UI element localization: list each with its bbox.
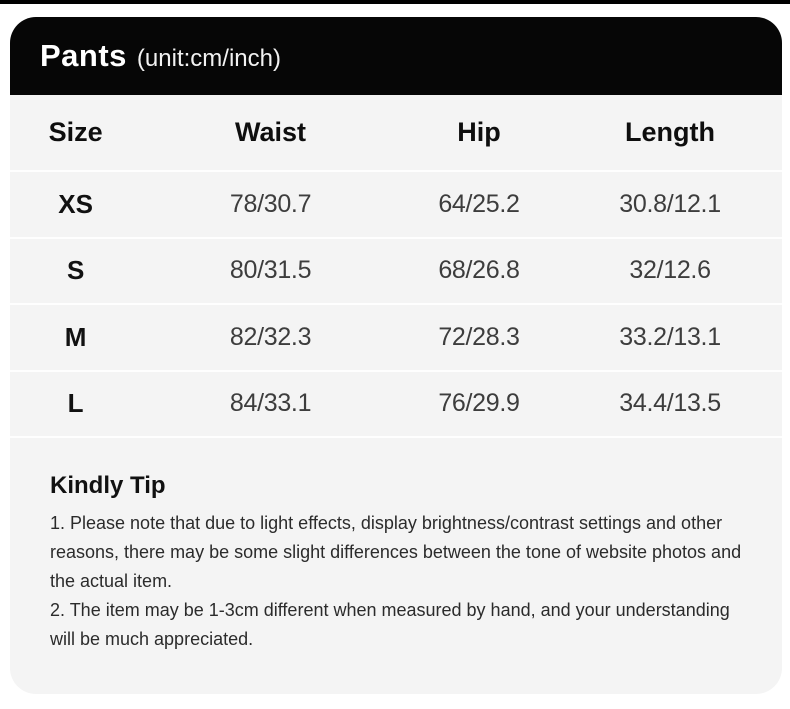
size-value: L [67,388,84,419]
table-row [10,237,782,304]
top-edge-strip [0,0,790,4]
hip-value: 68/26.8 [438,256,520,285]
hip-value: 76/29.9 [438,389,520,418]
size-value: S [66,255,85,286]
size-chart-card [10,17,782,694]
length-value: 30.8/12.1 [619,189,721,218]
kindly-tip-heading: Kindly Tip [50,472,166,499]
hip-value: 64/25.2 [438,189,520,218]
waist-value: 80/31.5 [229,256,312,285]
size-chart-header [10,17,782,95]
waist-value: 82/32.3 [229,322,312,351]
length-value: 32/12.6 [629,256,711,285]
product-category-title: Pants [40,38,127,73]
size-table [10,95,782,436]
length-value: 34.4/13.5 [619,389,721,418]
waist-value: 84/33.1 [229,389,312,418]
unit-label: (unit:cm/inch) [136,45,281,72]
length-value: 33.2/13.1 [619,322,721,351]
table-row [10,303,782,370]
size-value: XS [58,188,93,219]
column-header-length: Length [625,117,716,147]
size-value: M [64,321,87,352]
table-header-row [10,95,782,170]
column-header-waist: Waist [235,117,307,147]
tip-item-1: 1. Please note that due to light effects, display brightness/contrast settings and other reasons, there may be some slight differences between the tone of website photos and the actual item. [50,513,742,591]
kindly-tip-section [10,436,782,654]
table-row [10,170,782,237]
tip-item-2: 2. The item may be 1-3cm different when measured by hand, and your understanding will be much appreciated. [50,600,730,649]
table-row [10,370,782,437]
waist-value: 78/30.7 [229,189,312,218]
size-chart-title-line [40,38,281,74]
column-header-hip: Hip [457,117,501,147]
column-header-size: Size [48,117,103,147]
hip-value: 72/28.3 [438,322,520,351]
